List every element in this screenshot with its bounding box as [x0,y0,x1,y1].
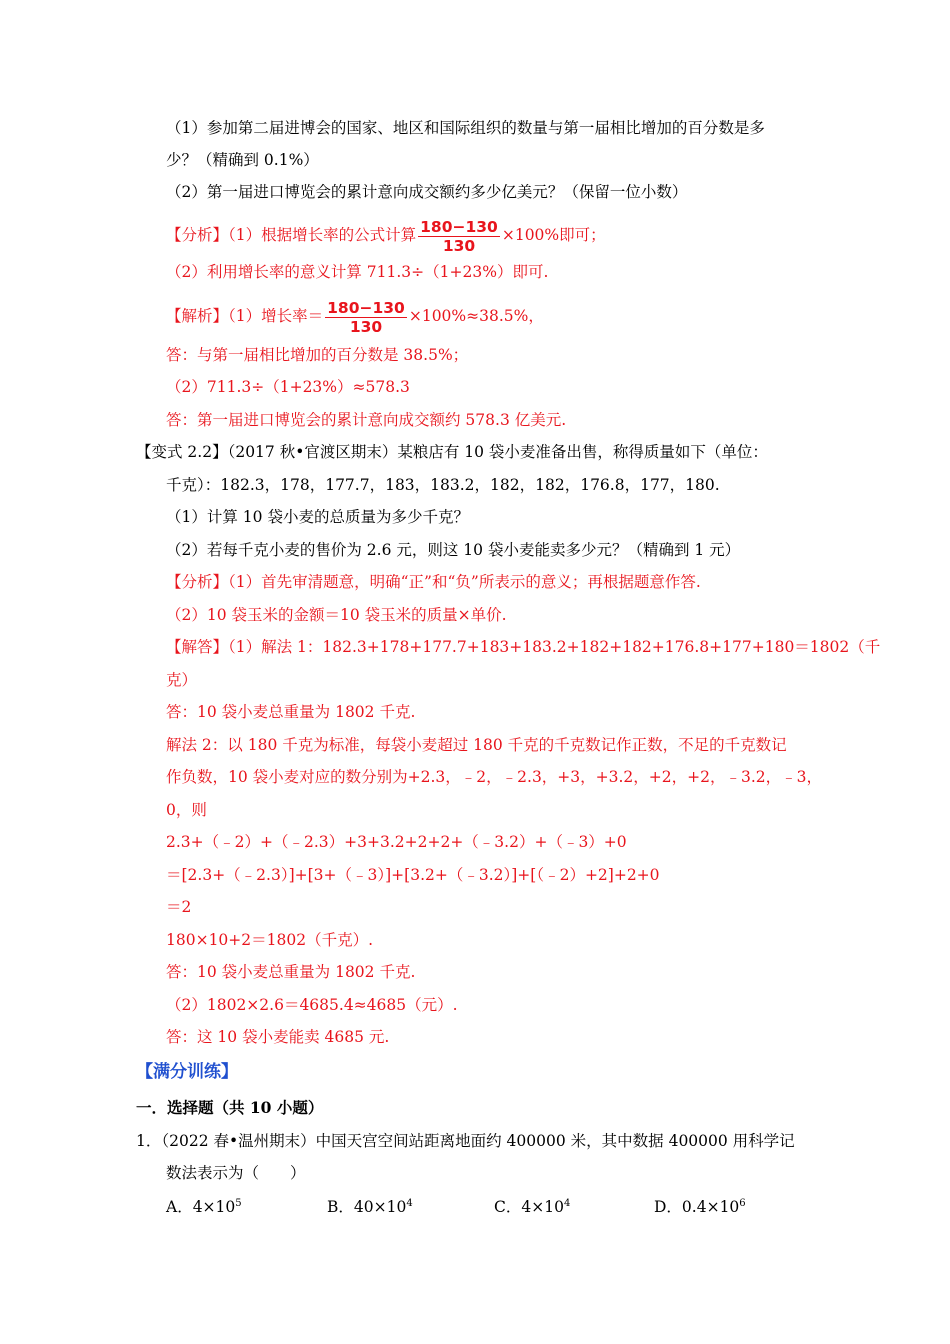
answer2-line4: 解法 2：以 180 千克为标准，每袋小麦超过 180 千克的千克数记作正数，不足的千克数记 [166,736,787,754]
answer-text: （1）解法 1：182.3+178+177.7+183+183.2+182+182+176.8+177+180＝1802（千 [228,638,881,656]
solution-text: （1）增长率＝ [228,307,324,325]
question1-line1: 1．（2022 春•温州期末）中国天宫空间站距离地面约 400000 米，其中数据 400000 用科学记 [136,1132,795,1150]
fraction-denominator: 130 [418,236,500,255]
analysis-text: （1）首先审清题意，明确“正”和“负”所表示的意义；再根据题意作答. [228,573,701,591]
analysis-tag: 【分析】 [166,573,229,591]
option-c-label: C．4×10 [494,1198,564,1216]
fraction-numerator: 180−130 [327,298,405,317]
analysis-text: （1）根据增长率的公式计算 [228,226,417,244]
option-c-exponent: 4 [563,1197,571,1209]
answer2-line6: 0，则 [166,801,207,819]
option-b-label: B．40×10 [327,1198,407,1216]
answer-tag: 【解答】 [166,638,229,656]
solution1-line4: 答：第一届进口博览会的累计意向成交额约 578.3 亿美元. [166,411,567,429]
solution1-line3: （2）711.3÷（1+23%）≈578.3 [166,378,410,396]
question1-line2: 数法表示为（ ） [166,1164,306,1182]
answer2-line10: 180×10+2＝1802（千克）. [166,931,374,949]
section-title: 【满分训练】 [136,1062,238,1082]
answer2-line5: 作负数，10 袋小麦对应的数分别为+2.3，﹣2，﹣2.3，+3，+3.2，+2，+2，﹣3.2，﹣3， [166,768,822,786]
solution1-line1 [166,297,544,336]
answer2-line8: ＝[2.3+（﹣2.3）]+[3+（﹣3）]+[3.2+（﹣3.2）]+[（﹣2）+2]+2+0 [166,866,660,884]
q1-line1: （1）参加第二届进博会的国家、地区和国际组织的数量与第一届相比增加的百分数是多 [166,119,765,137]
option-d[interactable] [654,1196,746,1218]
option-b-exponent: 4 [406,1197,413,1209]
solution-tag: 【解析】 [166,307,229,325]
analysis1-line1 [166,216,606,255]
analysis-text-end: ×100%即可； [501,226,606,244]
variant-text: （2017 秋•官渡区期末）某粮店有 10 袋小麦准备出售，称得质量如下（单位： [227,443,768,461]
q2-line: （2）第一届进口博览会的累计意向成交额约多少亿美元？（保留一位小数） [166,183,688,201]
fraction-numerator: 180−130 [420,217,498,236]
option-c[interactable] [494,1196,570,1218]
variant-line2: 千克）：182.3，178，177.7，183，183.2，182，182，176.8，177，180. [166,476,720,494]
option-a[interactable] [166,1196,242,1218]
variant-q2: （2）若每千克小麦的售价为 2.6 元，则这 10 袋小麦能卖多少元？（精确到 1 元） [166,541,741,559]
answer2-line3: 答：10 袋小麦总重量为 1802 千克. [166,703,416,721]
solution-text-end: ×100%≈38.5%， [408,307,544,325]
answer2-line11: 答：10 袋小麦总重量为 1802 千克. [166,963,416,981]
option-d-exponent: 6 [739,1197,746,1209]
answer2-line2: 克） [166,671,198,689]
variant-line1 [136,441,768,463]
analysis2-line1 [166,571,701,593]
option-d-label: D．0.4×10 [654,1198,740,1216]
q1-line2: 少？（精确到 0.1%） [166,151,319,169]
answer2-line12: （2）1802×2.6＝4685.4≈4685（元）. [166,996,458,1014]
analysis-tag: 【分析】 [166,226,229,244]
part-title: 一．选择题（共 10 小题） [136,1098,324,1117]
option-b[interactable] [327,1196,413,1218]
answer2-line7: 2.3+（﹣2）+（﹣2.3）+3+3.2+2+2+（﹣3.2）+（﹣3）+0 [166,833,627,851]
answer2-line13: 答：这 10 袋小麦能卖 4685 元. [166,1028,390,1046]
analysis1-line2: （2）利用增长率的意义计算 711.3÷（1+23%）即可. [166,263,549,281]
fraction [418,218,500,255]
analysis2-line2: （2）10 袋玉米的金额＝10 袋玉米的质量×单价. [166,606,507,624]
variant-tag: 【变式 2.2】 [136,443,228,461]
fraction [325,299,407,336]
answer2-line1 [166,636,880,658]
option-a-label: A．4×10 [166,1198,236,1216]
fraction-denominator: 130 [325,317,407,336]
answer2-line9: ＝2 [166,898,192,916]
option-a-exponent: 5 [235,1197,242,1209]
variant-q1: （1）计算 10 袋小麦的总质量为多少千克？ [166,508,469,526]
solution1-line2: 答：与第一届相比增加的百分数是 38.5%； [166,346,469,364]
